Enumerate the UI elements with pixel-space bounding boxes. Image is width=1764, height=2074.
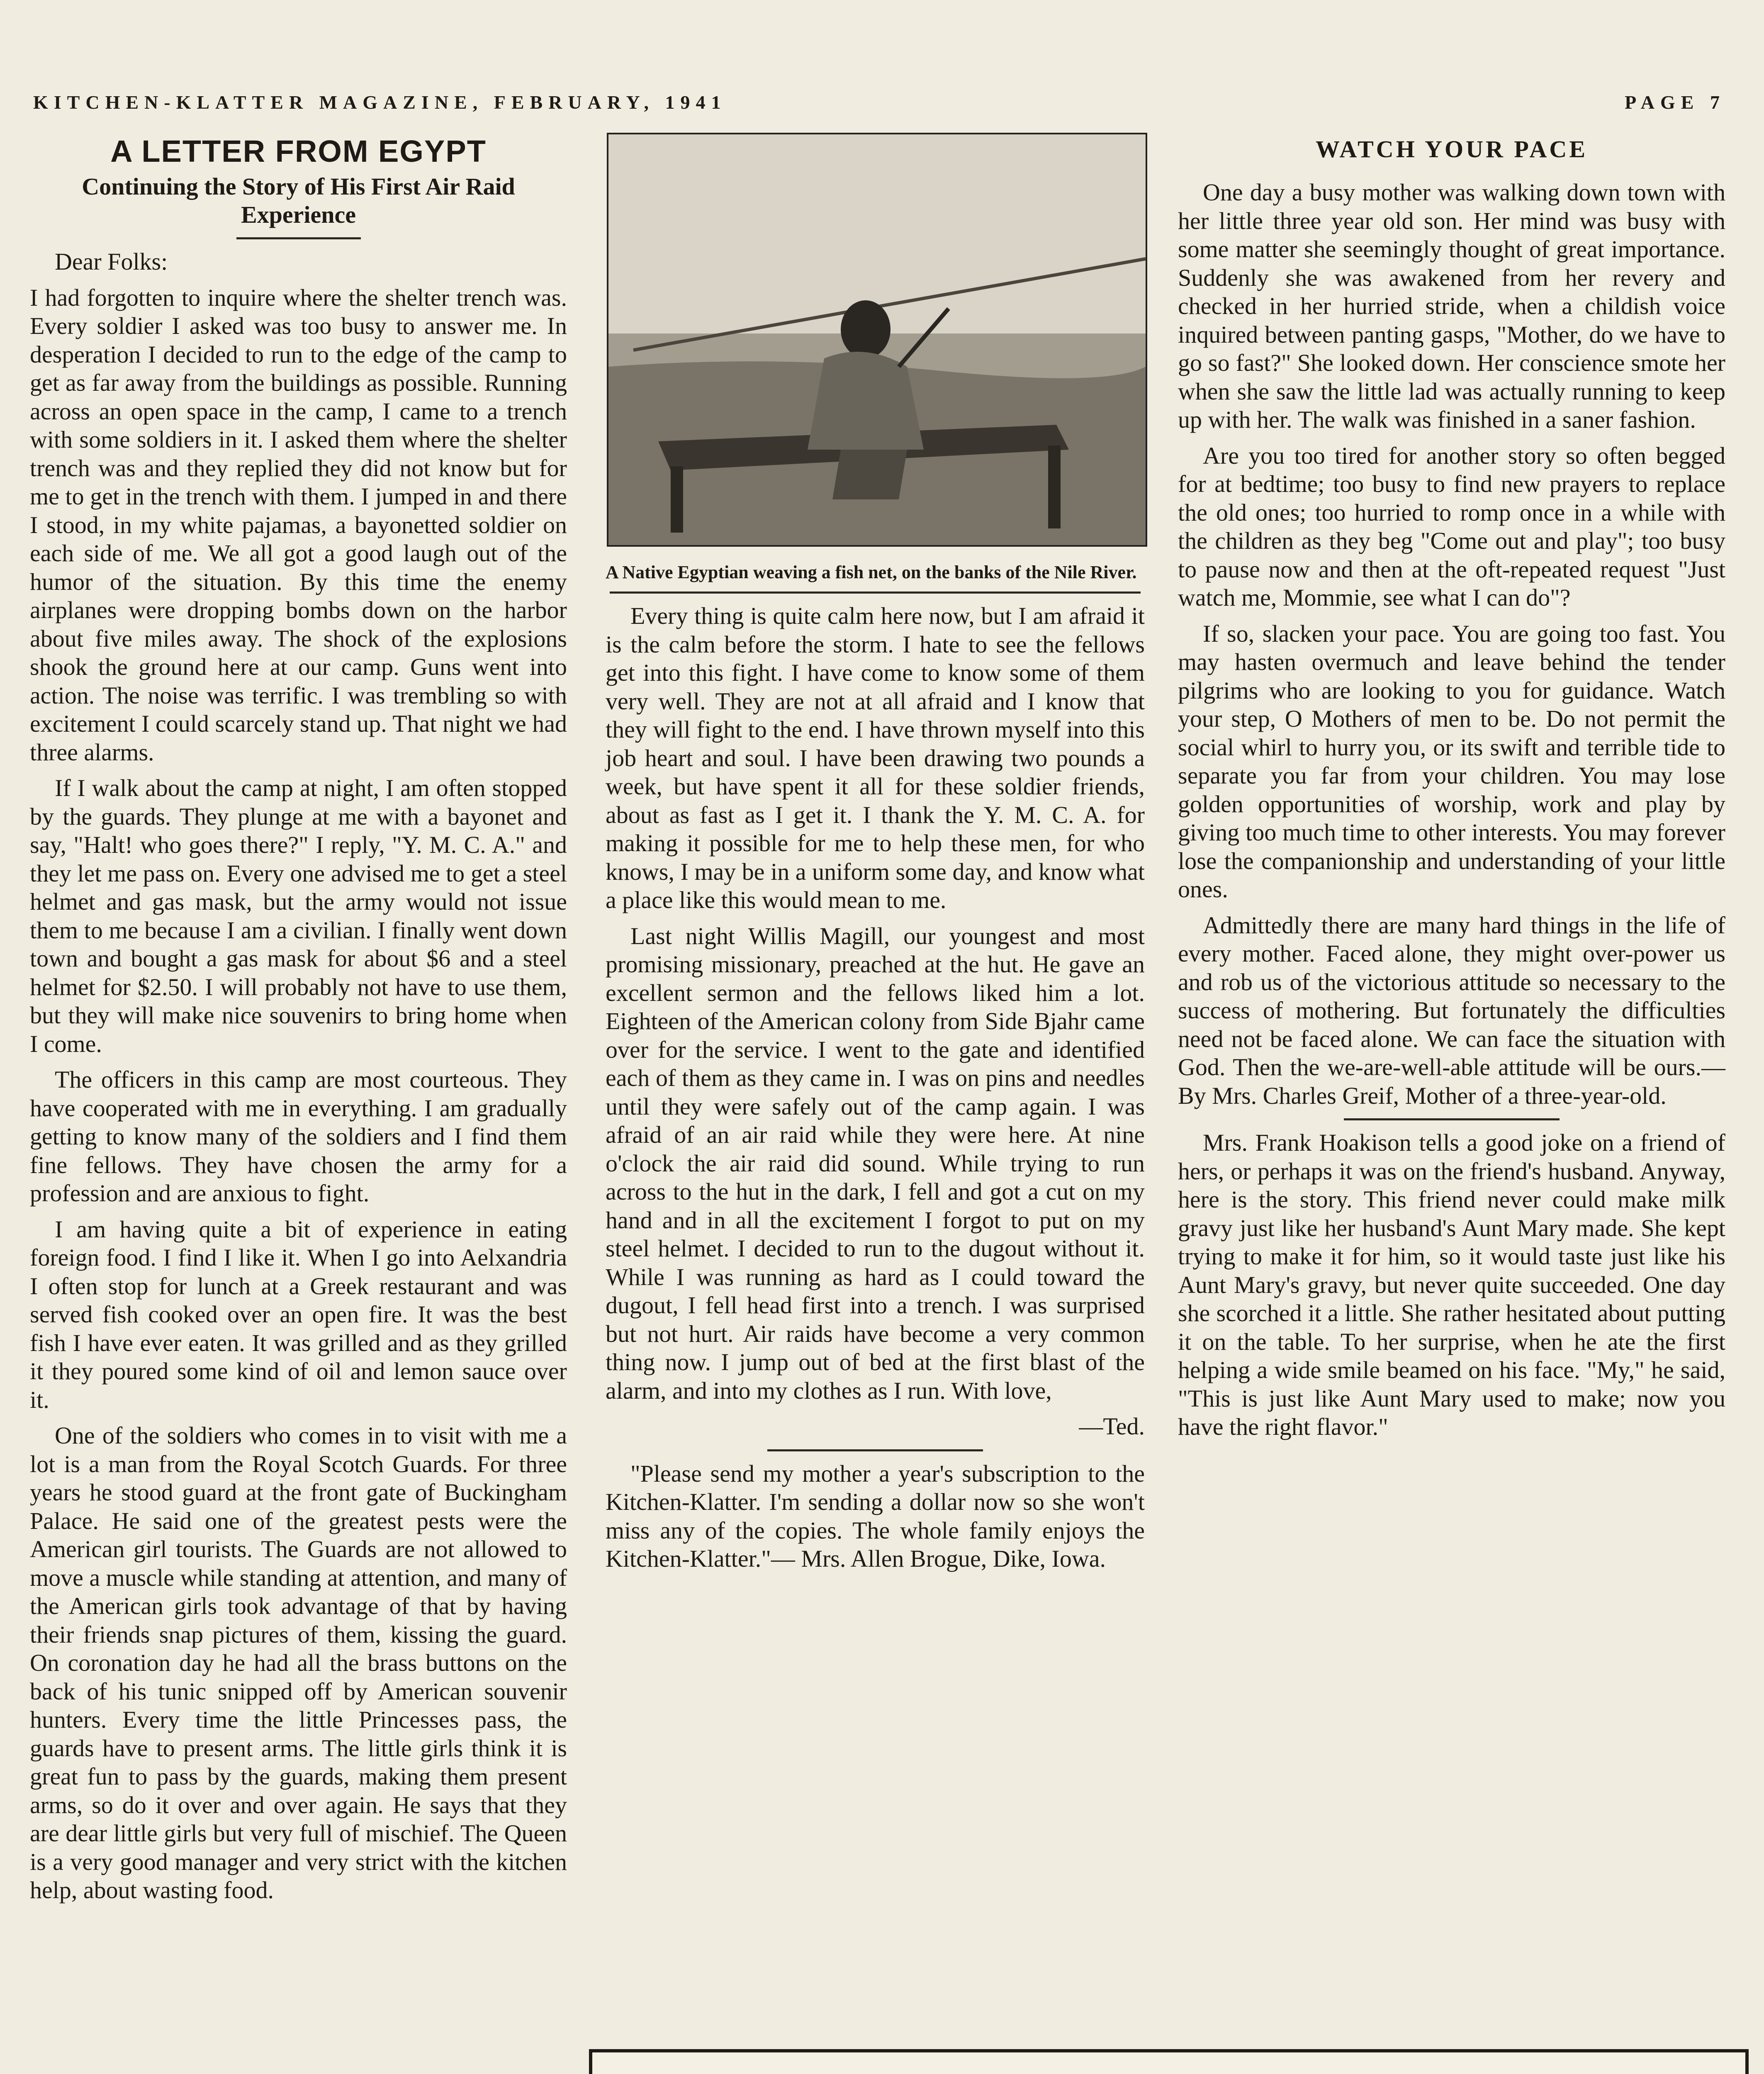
pace-paragraph: Admittedly there are many hard things in the life of every mother. Faced alone, they might over-power us and rob us of the victorious attitude so necessary to the success of mothering. But fortunately the difficulties need not be faced alone. We can face the situation with God. Then the we-are-well-able attitude will be ours.—By Mrs. Charles Greif, Mother of a three-year-old. bbox=[1178, 911, 1725, 1109]
masthead: KITCHEN-KLATTER MAGAZINE, FEBRUARY, 1941 bbox=[33, 92, 727, 113]
pace-title: WATCH YOUR PACE bbox=[1315, 136, 1588, 163]
fisherman-illustration bbox=[608, 134, 1146, 545]
salutation: Dear Folks: bbox=[55, 248, 168, 275]
photo-caption: A Native Egyptian weaving a fish net, on the banks of the Nile River. bbox=[606, 562, 1137, 582]
pace-paragraph: One day a busy mother was walking down town with her little three year old son. Her mind was busy with some matter she seemingly thought of great importance. Suddenly she was awakened from her revery and checked in her hurried stride, when a childish voice inquired between panting gasps, "Mother, do we have to go so fast?" She looked down. Her conscience smote her when she saw the little lad was actually running to keep up with her. The walk was finished in a saner fashion. bbox=[1178, 179, 1725, 433]
letter-paragraph: One of the soldiers who comes in to visit with me a lot is a man from the Royal Scotch Guards. For three years he stood guard at the front gate of Buckingham Palace. He said one of the greatest pests were the American girl tourists. The Guards are not allowed to move a muscle while standing at attention, and many of the American girls took advantage of that by having their friends snap pictures of them, kissing the guard. On coronation day he had all the brass buttons on the back of his tunic snipped off by American souvenir hunters. Every time the little Princesses pass, the guards have to present arms. The little girls think it is great fun to pass by the guards, making them present arms, so do it over and over again. He says that they are dear little girls but very full of mischief. The Queen is a very good manager and very strict with the kitchen help, about wasting food. bbox=[30, 1422, 567, 1904]
letter-signoff: —Ted. bbox=[1079, 1413, 1145, 1440]
letter-paragraph: Every thing is quite calm here now, but I am afraid it is the calm before the storm. I hate to see the fellows get into this fight. I have come to know some of them very well. They are not at all afraid and I know that they will fight to the end. I have thrown myself into this job heart and soul. I have been drawing two pounds a week, but have spent it all for these soldier friends, about as fast as I get it. I thank the Y. M. C. A. for making it possible for me to help these men, for who knows, I may be in a uniform some day, and know what a place like this would mean to me. bbox=[606, 602, 1145, 913]
divider bbox=[610, 592, 1141, 594]
letter-paragraph: If I walk about the camp at night, I am often stopped by the guards. They plunge at me with a bayonet and say, "Halt! who goes there?" I reply, "Y. M. C. A." and they let me pass on. Every one advised me to get a steel helmet and gas mask, but the army would not issue them to me because I am a civilian. I finally went down town and bought a gas mask for about $6 and a steel helmet for $2.50. I will probably not have to use them, but they will make nice souvenirs to bring home when I come. bbox=[30, 774, 567, 1057]
letter-paragraph: I am having quite a bit of experience in eating foreign food. I find I like it. When I go into Aelxandria I often stop for lunch at a Greek restaurant and was served fish cooked over an open fire. It was the best fish I have ever eaten. It was grilled and as they grilled it they poured some kind of oil and lemon sauce over it. bbox=[30, 1215, 567, 1413]
letter-subhead: Continuing the Story of His First Air Raid Experience bbox=[82, 173, 515, 228]
pace-paragraph: If so, slacken your pace. You are going too fast. You may hasten overmuch and leave behind the tender pilgrims who are looking to you for guidance. Watch your step, O Mothers of men to be. Do not permit the social whirl to hurry you, or its swift and terrible tide to separate you far from your children. You may lose golden opportunities of worship, work and play by giving too much time to other interests. You may forever lose the companionship and understanding of your little ones. bbox=[1178, 620, 1725, 903]
letter-continued-column bbox=[606, 133, 1145, 1581]
letter-headline: A LETTER FROM EGYPT bbox=[110, 134, 487, 168]
divider bbox=[1344, 1118, 1560, 1120]
page-header bbox=[33, 91, 1725, 124]
advertisement bbox=[589, 2049, 1749, 2074]
pace-column bbox=[1178, 133, 1725, 1449]
divider bbox=[767, 1449, 983, 1451]
letter-paragraph: The officers in this camp are most courteous. They have cooperated with me in everything. I am gradually getting to know many of the soldiers and I find them fine fellows. They have chosen the army for a profession and are anxious to fight. bbox=[30, 1066, 567, 1207]
divider bbox=[236, 237, 361, 239]
nile-photo bbox=[607, 133, 1147, 547]
letter-paragraph: Last night Willis Magill, our youngest and most promising missionary, preached at the hut. He gave an excellent sermon and the fellows liked him a lot. Eighteen of the American colony from Side Bjahr came over for the service. I went to the gate and identified each of them as they came in. I was on pins and needles until they were safely out of the camp again. I was afraid of an air raid while they were here. At nine o'clock the air raid did sound. While trying to run across to the hut in the dark, I fell and got a cut on my hand and in all the excitement I forgot to put on my steel helmet. I decided to run to the dugout without it. While I was running as hard as I could toward the dugout, I fell head first into a trench. I was surprised but not hurt. Air raids have become a very common thing now. I jump out of bed at the first blast of the alarm, and into my clothes as I run. With love, bbox=[606, 922, 1145, 1404]
page-number: PAGE 7 bbox=[1625, 92, 1725, 113]
letter-paragraph: I had forgotten to inquire where the shelter trench was. Every soldier I asked was too busy to answer me. In desperation I decided to run to the edge of the camp to get as far away from the buildings as possible. Running across an open space in the camp, I came to a trench with some soldiers in it. I asked them where the shelter trench was and they replied they did not know but for me to get in the trench with them. I jumped in and there I stood, in my white pajamas, a bayonetted soldier on each side of me. We all got a good laugh out of the humor of the situation. By this time the enemy airplanes were dropping bombs down on the harbor about five miles away. The shock of the explosions shook the ground here at our camp. Guns went into action. The noise was terrific. I was trembling so with excitement I could scarcely stand up. That night we had three alarms. bbox=[30, 284, 567, 766]
letter-column bbox=[30, 133, 567, 1912]
gravy-story: Mrs. Frank Hoakison tells a good joke on a friend of hers, or perhaps it was on the friend's husband. Anyway, here is the story. This friend never could make milk gravy just like her husband's Aunt Mary made. She kept trying to make it for him, so it would taste just like his Aunt Mary's gravy, but never quite succeeded. One day she scorched it a little. She rather hesitated about putting it on the table. To her surprise, when he ate the first helping a wide smile beamed on his face. "My," he said, "This is just like Aunt Mary used to make; now you have the right flavor." bbox=[1178, 1129, 1725, 1440]
subscription-note: "Please send my mother a year's subscription to the Kitchen-Klatter. I'm sending a dollar now so she won't miss any of the copies. The whole family enjoys the Kitchen-Klatter."— Mrs. Allen Brogue, Dike, Iowa. bbox=[606, 1460, 1145, 1572]
pace-paragraph: Are you too tired for another story so often begged for at bedtime; too busy to find new prayers to replace the old ones; too hurried to romp once in a while with the children as they beg "Come out and play"; too busy to pause now and then at the oft-repeated request "Just watch me, Mommie, see what I can do"? bbox=[1178, 442, 1725, 611]
